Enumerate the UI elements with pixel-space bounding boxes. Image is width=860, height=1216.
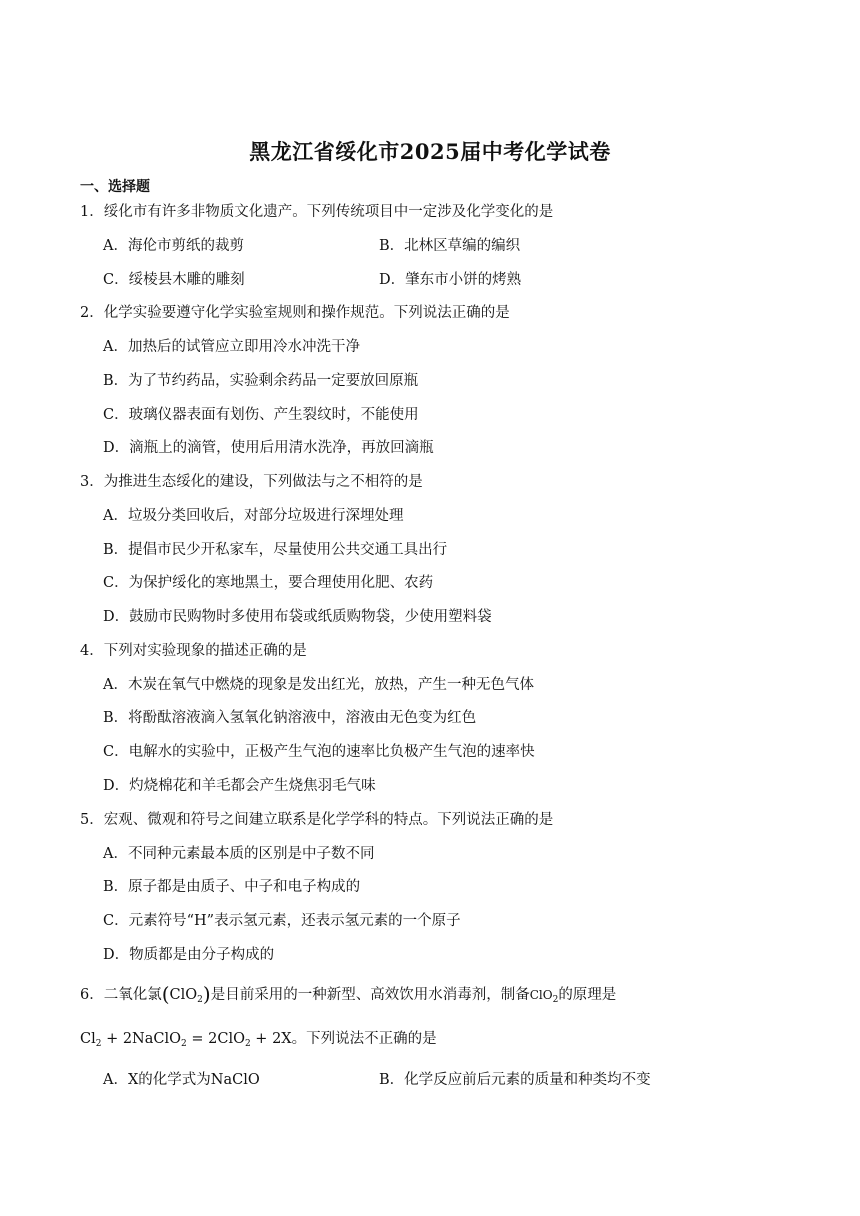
question-2-stem: 2．化学实验要遵守化学实验室规则和操作规范。下列说法正确的是: [80, 305, 510, 321]
question-2-option-b[interactable]: B．为了节约药品，实验剩余药品一定要放回原瓶: [103, 373, 419, 389]
question-5-option-b[interactable]: B．原子都是由质子、中子和电子构成的: [103, 879, 361, 895]
question-5-option-c[interactable]: C．元素符号“H”表示氢元素，还表示氢元素的一个原子: [103, 913, 461, 929]
question-5-stem: 5．宏观、微观和符号之间建立联系是化学学科的特点。下列说法正确的是: [80, 812, 554, 828]
question-2-option-c[interactable]: C．玻璃仪器表面有划伤、产生裂纹时，不能使用: [103, 407, 419, 423]
question-1-option-b[interactable]: B．北林区草编的编织: [379, 238, 521, 254]
formula-paren: (: [161, 982, 170, 1006]
question-5-option-a[interactable]: A．不同种元素最本质的区别是中子数不同: [103, 846, 375, 862]
question-6-equation-line: [80, 1029, 437, 1054]
formula-clo2: ClO$_2$: [169, 987, 203, 1005]
formula-paren: ): [202, 982, 211, 1006]
question-2-option-d[interactable]: D．滴瓶上的滴管，使用后用清水洗净，再放回滴瓶: [103, 440, 434, 456]
question-4-stem: 4．下列对实验现象的描述正确的是: [80, 643, 307, 659]
question-6-option-a[interactable]: A．X的化学式为NaClO: [103, 1072, 260, 1088]
question-6-stem: [80, 984, 616, 1010]
question-1-option-d[interactable]: D．肇东市小饼的烤熟: [379, 272, 522, 288]
reaction-equation: $Cl_2$ + 2NaClO$_2$ = 2ClO$_2$ + 2X: [80, 1031, 292, 1049]
question-6-stem-part-3: 的原理是: [558, 987, 617, 1003]
question-5-option-d[interactable]: D．物质都是由分子构成的: [103, 947, 275, 963]
question-1-option-c[interactable]: C．绥棱县木雕的雕刻: [103, 272, 245, 288]
question-3-option-a[interactable]: A．垃圾分类回收后，对部分垃圾进行深埋处理: [103, 508, 404, 524]
question-4-option-b[interactable]: B．将酚酞溶液滴入氢氧化钠溶液中，溶液由无色变为红色: [103, 710, 477, 726]
question-4-option-c[interactable]: C．电解水的实验中，正极产生气泡的速率比负极产生气泡的速率快: [103, 744, 535, 760]
question-1-stem: 1．绥化市有许多非物质文化遗产。下列传统项目中一定涉及化学变化的是: [80, 204, 554, 220]
formula-clo2-inline: ClO$_2$: [529, 988, 559, 1005]
question-2-option-a[interactable]: A．加热后的试管应立即用冷水冲洗干净: [103, 339, 360, 355]
question-6-equation-tail: 。下列说法不正确的是: [291, 1031, 437, 1047]
question-3-stem: 3．为推进生态绥化的建设，下列做法与之不相符的是: [80, 474, 423, 490]
section-heading: 一、选择题: [80, 179, 150, 195]
question-4-option-a[interactable]: A．木炭在氧气中燃烧的现象是发出红光，放热，产生一种无色气体: [103, 677, 534, 693]
question-6-option-b[interactable]: B．化学反应前后元素的质量和种类均不变: [379, 1072, 651, 1088]
question-4-option-d[interactable]: D．灼烧棉花和羊毛都会产生烧焦羽毛气味: [103, 778, 376, 794]
question-3-option-b[interactable]: B．提倡市民少开私家车，尽量使用公共交通工具出行: [103, 542, 448, 558]
question-6-stem-part-2: 是目前采用的一种新型、高效饮用水消毒剂，制备: [210, 987, 530, 1003]
exam-title: 黑龙江省绥化市2025届中考化学试卷: [249, 139, 611, 164]
question-3-option-c[interactable]: C．为保护绥化的寒地黑土，要合理使用化肥、农药: [103, 575, 434, 591]
question-3-option-d[interactable]: D．鼓励市民购物时多使用布袋或纸质购物袋，少使用塑料袋: [103, 609, 492, 625]
question-1-option-a[interactable]: A．海伦市剪纸的裁剪: [103, 238, 244, 254]
question-6-stem-part-1: 6．二氧化氯: [80, 987, 162, 1003]
